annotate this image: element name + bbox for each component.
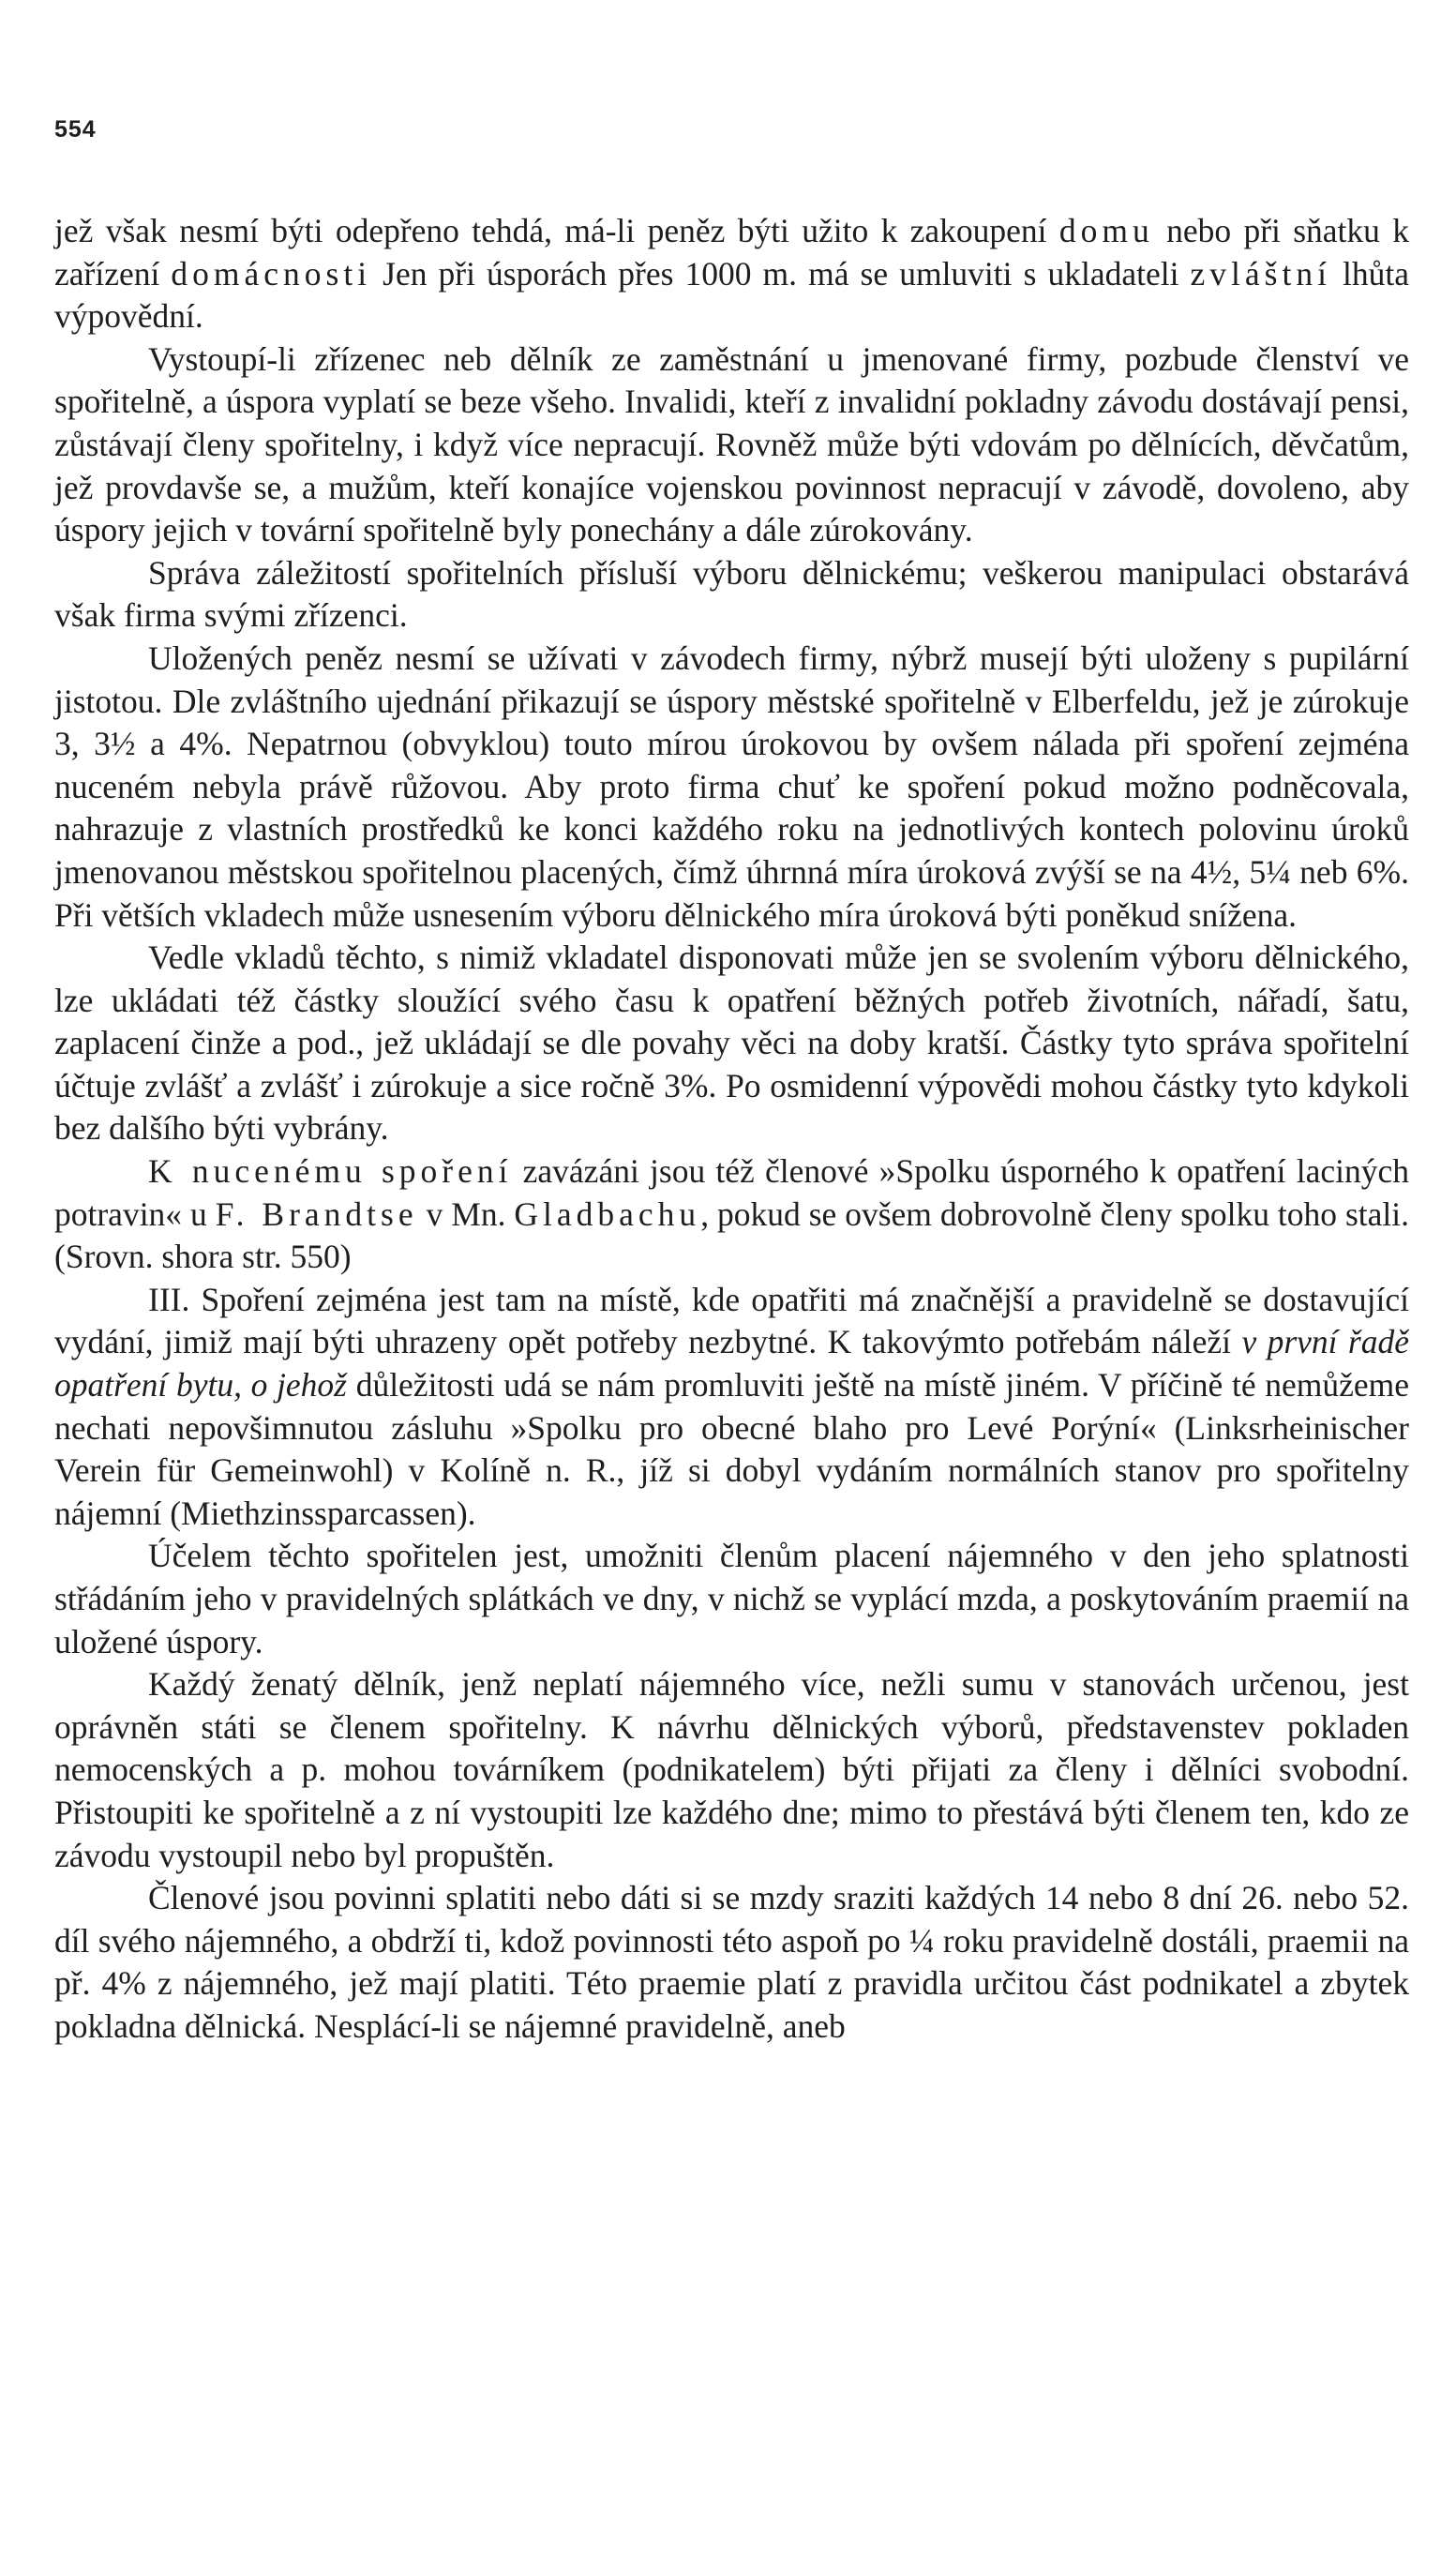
text-run-spaced: domu: [1058, 212, 1154, 249]
paragraph-eligibility: [54, 1663, 1409, 1877]
text-run: Jen při úsporách přes 1000 m. má se umluviti s ukladateli: [371, 254, 1191, 293]
text-run: , pokud se ovšem dobrovolně členy spolku toho stali. (Srovn. shora str. 550): [54, 1194, 1410, 1276]
paragraph-continuation: [54, 210, 1409, 338]
text-run: lhůta výpovědní.: [54, 254, 1410, 336]
text-run-spaced: F. Brandtse: [215, 1194, 418, 1233]
paragraph-short-term-deposits: [54, 937, 1409, 1150]
text-run: zavázáni jsou též členové »Spolku úsporného k opatření laciných potravin« u: [54, 1152, 1409, 1233]
paragraph-membership-exit: [54, 338, 1409, 552]
paragraph-obligations: [54, 1877, 1409, 2048]
text-run: Členové jsou povinni splatiti nebo dáti si se mzdy sraziti každých 14 nebo 8 dní 26. nebo 52. díl svého nájemného, a obdrží ti, kdož povinnosti této aspoň po ¼ roku pravidelně dostáli, praemii na př. 4% z nájemného, jež mají platiti. Této praemie platí z pravidla určitou část podnikatel a zbytek pokladna dělnická. Nesplácí-li se nájemné pravidelně, aneb: [54, 1879, 1409, 2045]
text-run: Účelem těchto spořitelen jest, umožniti členům placení nájemného v den jeho splatnosti střádáním jeho v pravidelných splátkách ve dny, v nichž se vyplácí mzda, a poskytováním praemií na uložené úspory.: [54, 1537, 1409, 1660]
text-run: nebo při sňatku k zařízení: [54, 212, 1409, 293]
paragraph-forced-saving: [54, 1150, 1409, 1279]
text-run: III. Spoření zejména jest tam na místě, kde opatřiti má značnější a pravidelně se dostavující vydání, jimiž mají býti uhrazeny opět potřeby nezbytné. K takovýmto potřebám náleží: [54, 1280, 1409, 1361]
body-text: [54, 210, 1409, 2049]
text-run-spaced: domácnosti: [171, 254, 372, 293]
text-run: Správa záležitostí spořitelních přísluší výboru dělnickému; veškerou manipulaci obstarává však firma svými zřízenci.: [54, 553, 1409, 635]
paragraph-section-three: [54, 1279, 1409, 1536]
text-run: Uložených peněz nesmí se užívati v závodech firmy, nýbrž musejí býti uloženy s pupilární jistotou. Dle zvláštního ujednání přikazují se úspory městské spořitelně v Elberfeldu, jež je zúrokuje 3, 3½ a 4%. Nepatrnou (obvyklou) touto mírou úrokovou by ovšem nálada při spoření zejména nuceném nebyla právě růžovou. Aby proto firma chuť ke spoření pokud možno podněcovala, nahrazuje z vlastních prostředků ke konci každého roku na jednotlivých kontech polovinu úroků jmenovanou městskou spořitelnou placených, čímž úhrnná míra úroková zvýší se na 4½, 5¼ neb 6%. Při větších vkladech může usnesením výboru dělnického míra úroková býti poněkud snížena.: [54, 638, 1409, 934]
paragraph-administration: [54, 552, 1409, 638]
text-run: důležitosti udá se nám promluviti ještě na místě jiném. V příčině té nemůžeme nechati nepovšimnutou zásluhu »Spolku pro obecné blaho pro Levé Porýní« (Linksrheinischer Verein für Gemeinwohl) v Kolíně n. R., jíž si dobyl vydáním normálních stanov pro spořitelny nájemní (Miethzinssparcassen).: [54, 1366, 1409, 1532]
paragraph-purpose: [54, 1535, 1409, 1663]
text-run: v Mn.: [417, 1194, 515, 1233]
text-run-spaced: Gladbachu: [514, 1194, 701, 1233]
text-run: jež však nesmí býti odepřeno tehdá, má-li peněz býti užito k zakoupení: [54, 212, 1059, 249]
text-run-spaced: zvláštní: [1190, 254, 1331, 293]
text-run-italic: v první řadě opatření bytu, o jehož: [54, 1323, 1410, 1405]
text-run: Vystoupí-li zřízenec neb dělník ze zaměstnání u jmenované firmy, pozbude členství ve spořitelně, a úspora vyplatí se beze všeho. Invalidi, kteří z invalidní pokladny závodu dostávají pensi, zůstávají členy spořitelny, i když více nepracují. Rovněž může býti vdovám po dělnících, děvčatům, jež provdavše se, a mužům, kteří konajíce vojenskou povinnost nepracují v závodě, dovoleno, aby úspory jejich v tovární spořitelně byly ponechány a dále zúrokovány.: [54, 339, 1409, 549]
text-run-spaced: K nucenému spoření: [148, 1152, 513, 1191]
text-run: Vedle vkladů těchto, s nimiž vkladatel disponovati může jen se svolením výboru dělnického, lze ukládati též částky sloužící svého času k opatření běžných potřeb životních, nářadí, šatu, zaplacení činže a pod., jež ukládají se dle povahy věci na doby kratší. Částky tyto správa spořitelní účtuje zvlášť a zvlášť i zúrokuje a sice ročně 3%. Po osmidenní výpovědi mohou částky tyto kdykoli bez dalšího býti vybrány.: [54, 939, 1409, 1148]
text-run: Každý ženatý dělník, jenž neplatí nájemného více, nežli sumu v stanovách určenou, jest oprávněn státi se členem spořitelny. K návrhu dělnických výborů, představenstev pokladen nemocenských a p. mohou továrníkem (podnikatelem) býti přijati za členy i dělníci svobodní. Přistoupiti ke spořitelně a z ní vystoupiti lze každého dne; mimo to přestává býti členem ten, kdo ze závodu vystoupil nebo byl propuštěn.: [54, 1665, 1409, 1874]
page-number: 554: [54, 116, 97, 143]
paragraph-deposits-interest: [54, 638, 1409, 937]
